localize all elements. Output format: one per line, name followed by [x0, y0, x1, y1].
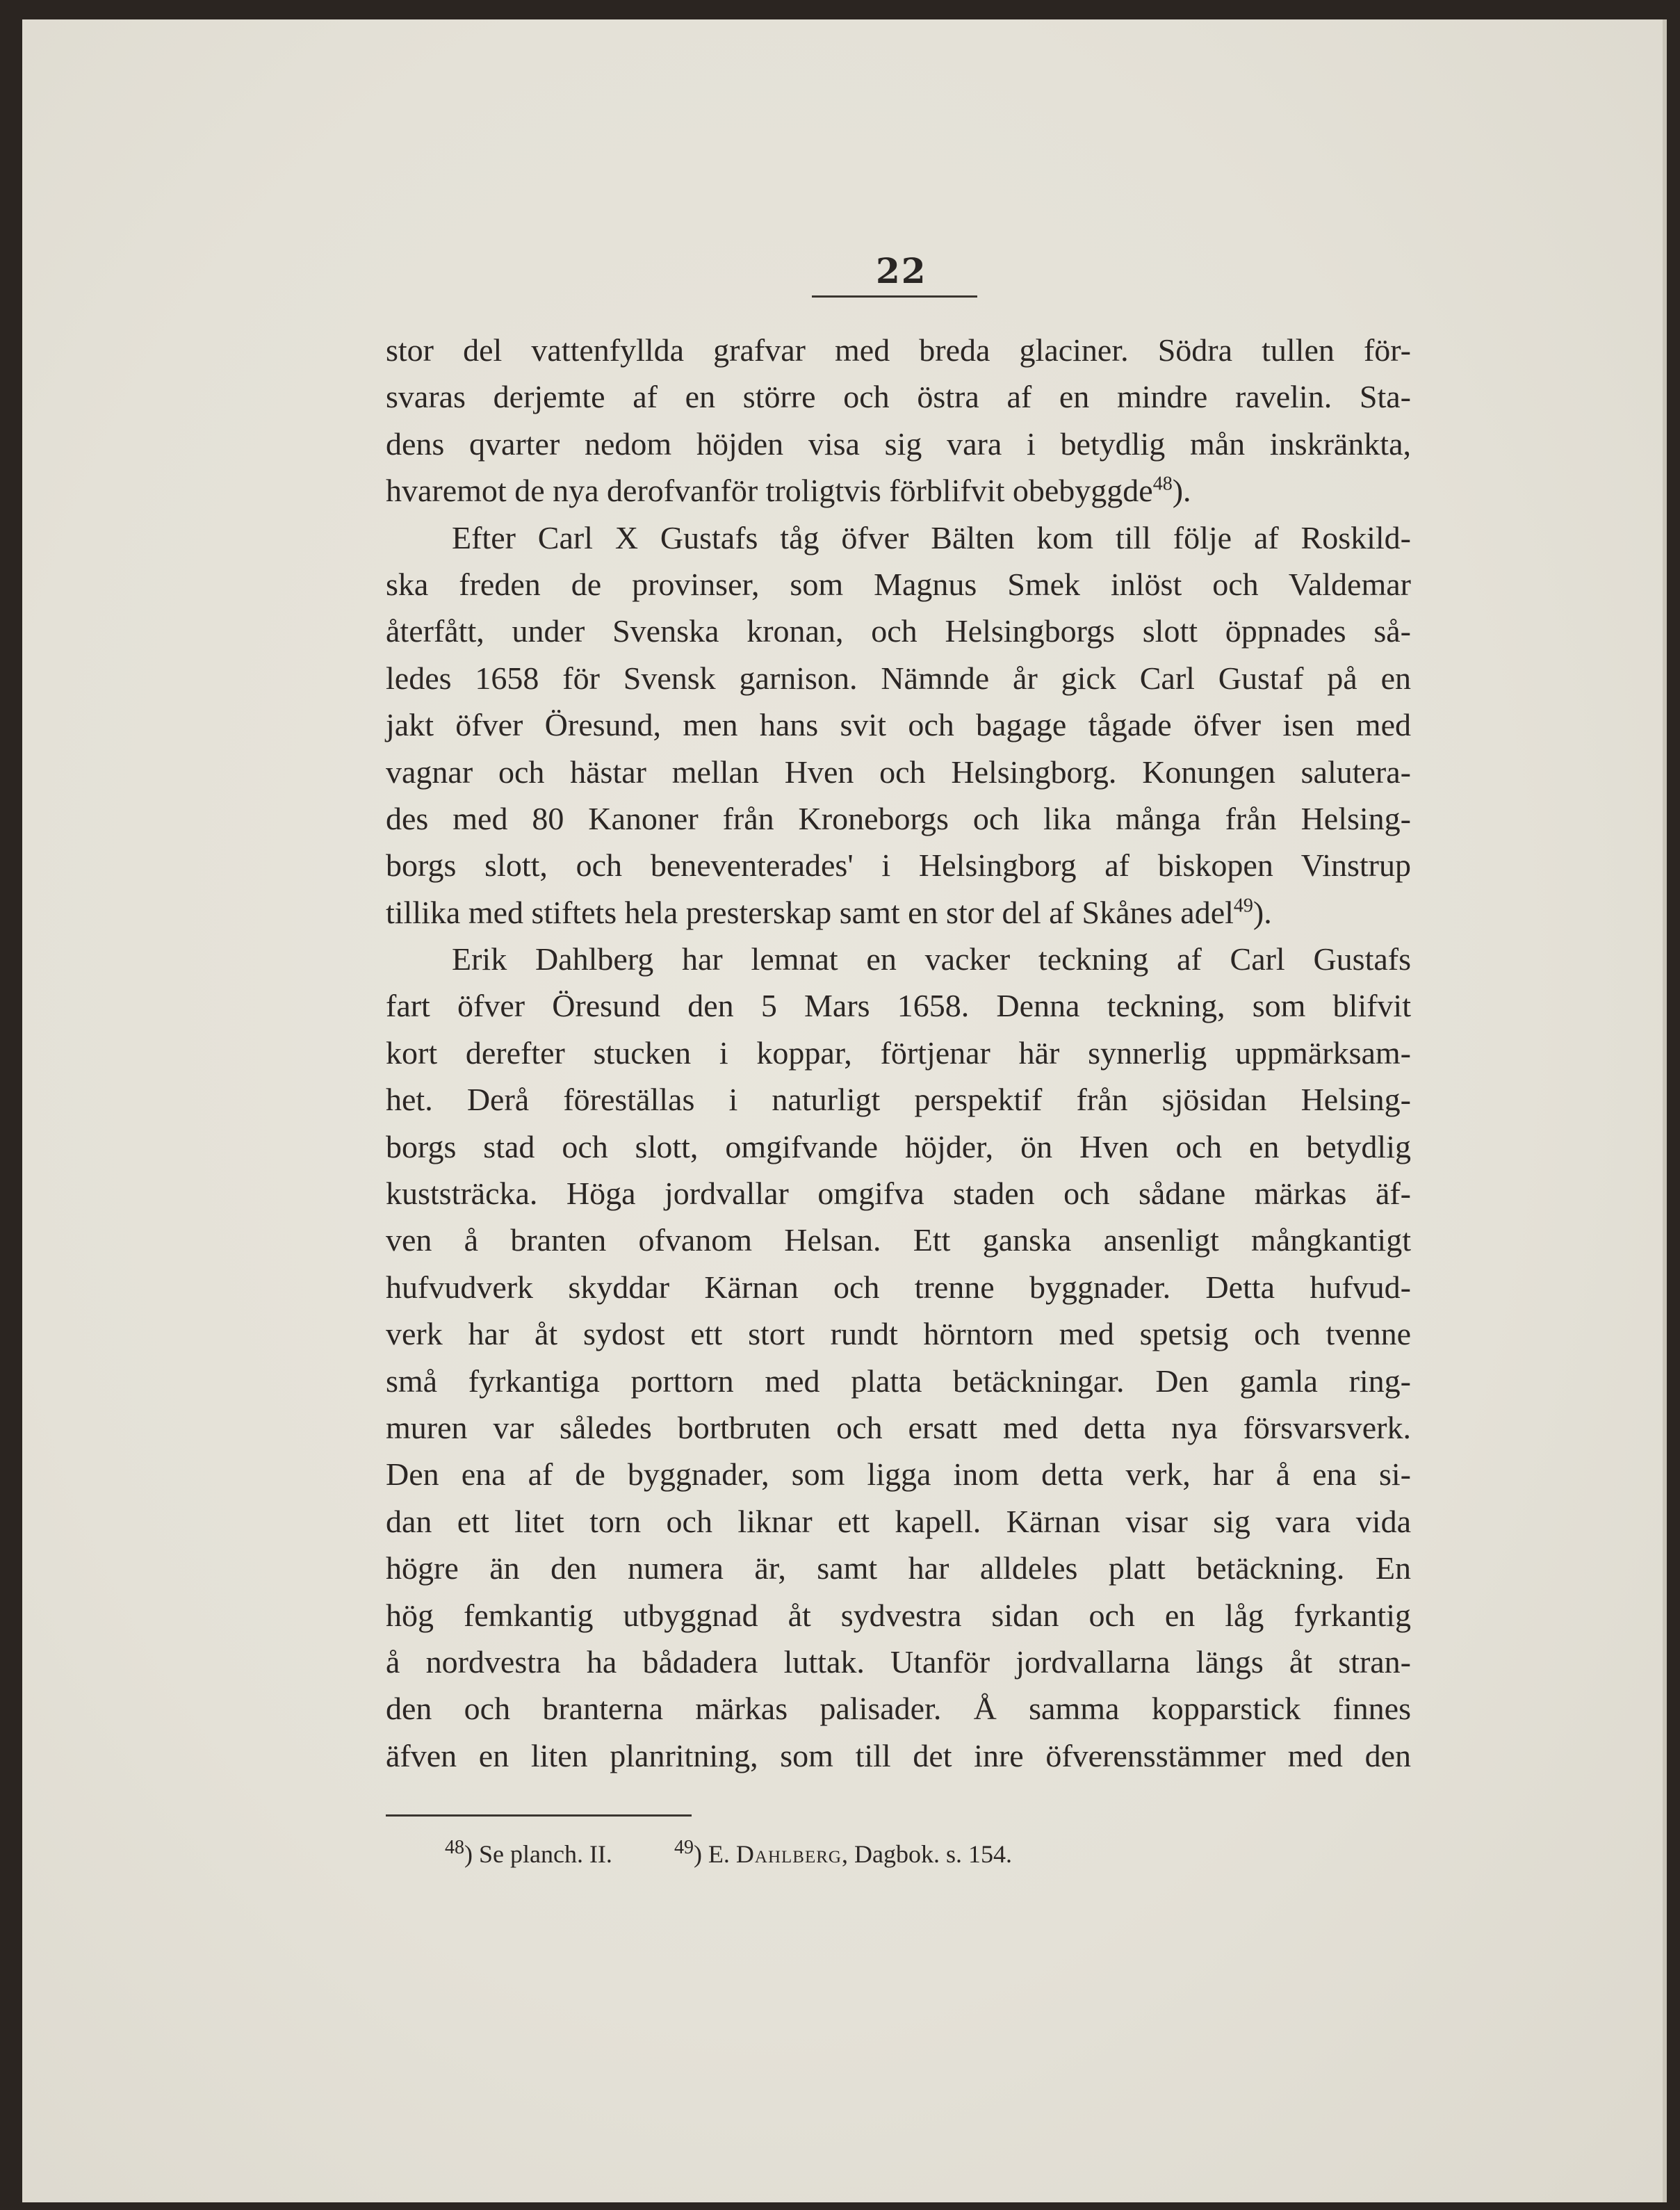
footnote-ref-close: ). — [1172, 473, 1191, 509]
text-line: fart öfver Öresund den 5 Mars 1658. Denna teckning, som blifvit — [386, 988, 1411, 1024]
footnote-ref-48: 48 — [1152, 473, 1173, 495]
text-line: ven å branten ofvanom Helsan. Ett ganska ansenligt mångkantigt — [386, 1222, 1411, 1258]
text-line: å nordvestra ha bådadera luttak. Utanför jordvallarna längs åt stran- — [386, 1643, 1411, 1680]
footnote-rule — [386, 1814, 692, 1817]
text-line: dens qvarter nedom höjden visa sig vara i betydlig mån inskränkta, — [386, 425, 1411, 462]
text-line: Den ena af de byggnader, som ligga inom detta verk, har å ena si- — [386, 1456, 1411, 1493]
text-line: borgs stad och slott, omgifvande höjder, ön Hven och en betydlig — [386, 1128, 1411, 1164]
footnote-author: Dahlberg — [735, 1840, 842, 1868]
text-line: verk har åt sydost ett stort rundt hörntorn med spetsig och tvenne — [386, 1316, 1411, 1352]
text-line: hufvudverk skyddar Kärnan och trenne byggnader. Detta hufvud- — [386, 1269, 1411, 1305]
text-line: hög femkantig utbyggnad åt sydvestra sidan och en låg fyrkantig — [386, 1597, 1411, 1633]
text-line: återfått, under Svenska kronan, och Helsingborgs slott öppnades så- — [386, 613, 1411, 649]
text-line-with-footnote-48 — [386, 467, 1411, 514]
text-line-with-footnote-49 — [386, 889, 1411, 936]
footnote-text: ) E. — [693, 1840, 736, 1868]
footnote-49 — [674, 1837, 1012, 1868]
text-line: ska freden de provinser, som Magnus Smek inlöst och Valdemar — [386, 566, 1411, 602]
text-line: borgs slott, och beneventerades' i Helsingborg af biskopen Vinstrup — [386, 847, 1411, 884]
text-line: dan ett litet torn och liknar ett kapell. Kärnan visar sig vara vida — [386, 1503, 1411, 1539]
text-line: hvaremot de nya derofvanför troligtvis förblifvit obebyggde — [386, 473, 1153, 509]
footnote-ref-49: 49 — [1233, 895, 1253, 917]
body-text — [386, 327, 1411, 1779]
footnote-mark: 49 — [674, 1837, 694, 1858]
text-line: stor del vattenfyllda grafvar med breda glaciner. Södra tullen för- — [386, 332, 1411, 368]
footnotes — [445, 1839, 1068, 1869]
footnote-text: ) Se planch. II. — [464, 1840, 612, 1868]
text-line: des med 80 Kanoner från Kroneborgs och lika många från Helsing- — [386, 800, 1411, 836]
text-line: kuststräcka. Höga jordvallar omgifva staden och sådane märkas äf- — [386, 1176, 1411, 1212]
page-number: 22 — [876, 250, 927, 291]
text-line: tillika med stiftets hela presterskap samt en stor del af Skånes adel — [386, 894, 1234, 930]
text-line: het. Derå föreställas i naturligt perspektif från sjösidan Helsing- — [386, 1082, 1411, 1118]
text-line: högre än den numera är, samt har alldeles platt betäckning. En — [386, 1550, 1411, 1586]
footnote-ref-close: ). — [1253, 894, 1272, 930]
text-line: Efter Carl X Gustafs tåg öfver Bälten kom till följe af Roskild- — [452, 519, 1411, 555]
text-line: jakt öfver Öresund, men hans svit och bagage tågade öfver isen med — [386, 707, 1411, 743]
text-line: muren var således bortbruten och ersatt med detta nya försvarsverk. — [386, 1409, 1411, 1445]
text-line: kort derefter stucken i koppar, förtjenar här synnerlig uppmärksam- — [386, 1034, 1411, 1071]
footnote-mark: 48 — [445, 1837, 464, 1858]
text-line: vagnar och hästar mellan Hven och Helsingborg. Konungen salutera- — [386, 754, 1411, 790]
text-line: äfven en liten planritning, som till det inre öfverensstämmer med den — [386, 1737, 1411, 1773]
footnote-48 — [445, 1837, 612, 1868]
text-line: Erik Dahlberg har lemnat en vacker teckning af Carl Gustafs — [452, 941, 1411, 977]
text-line: ledes 1658 för Svensk garnison. Nämnde år gick Carl Gustaf på en — [386, 660, 1411, 696]
text-line: svaras derjemte af en större och östra af en mindre ravelin. Sta- — [386, 379, 1411, 415]
header-rule — [812, 295, 977, 298]
text-line: den och branterna märkas palisader. Å samma kopparstick finnes — [386, 1691, 1411, 1727]
text-line: små fyrkantiga porttorn med platta betäckningar. Den gamla ring- — [386, 1363, 1411, 1399]
footnote-text: , Dagbok. s. 154. — [841, 1840, 1012, 1868]
